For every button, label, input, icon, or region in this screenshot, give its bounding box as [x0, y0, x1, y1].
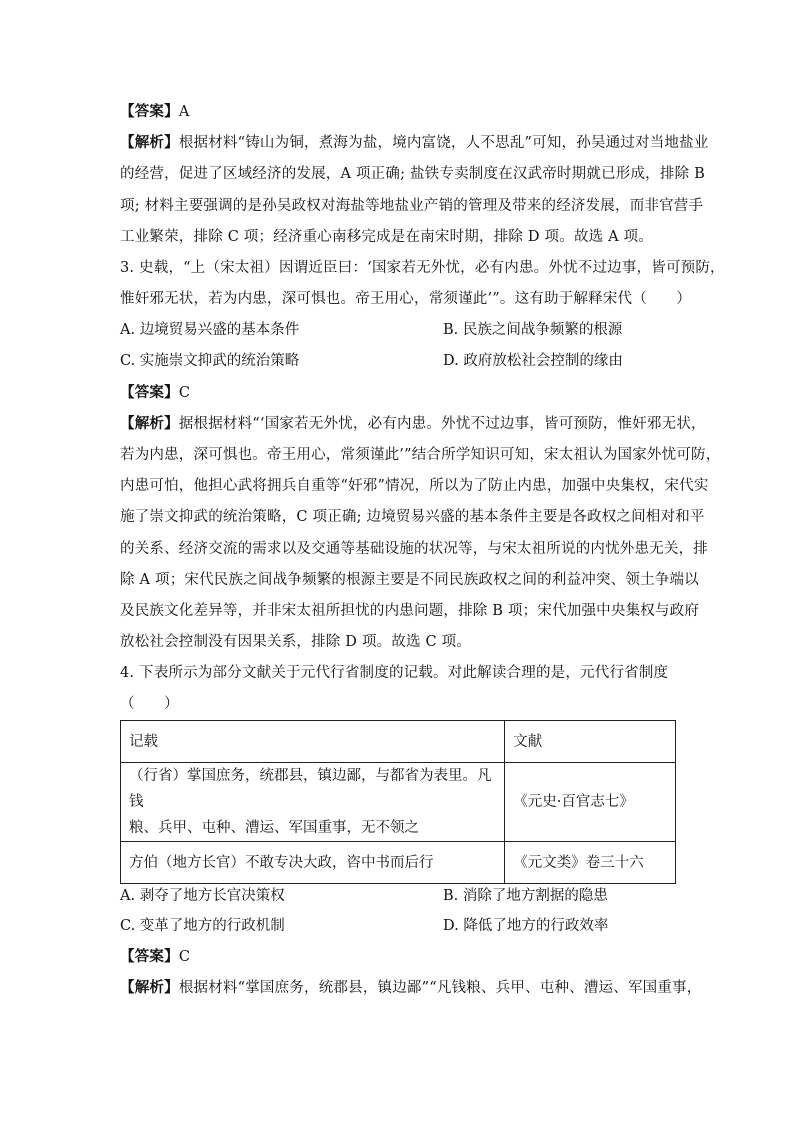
q4-answer	[120, 947, 190, 967]
source-cell: 《元文类》卷三十六	[505, 842, 676, 884]
analysis-tag: 【解析】	[120, 415, 179, 432]
table-header-row	[121, 721, 676, 763]
answer-tag: 【答案】	[120, 103, 179, 120]
q3-option-c: C. 实施崇文抑武的统治策略	[120, 353, 300, 369]
q4-option-b: B. 消除了地方割据的隐患	[443, 888, 608, 904]
q3-analysis-line-8: 放松社会控制没有因果关系，排除 D 项。故选 C 项。	[120, 634, 472, 650]
analysis-tag: 【解析】	[120, 979, 179, 996]
header-record: 记载	[121, 721, 505, 763]
q3-stem-line-2: 惟奸邪无状，若为内患，深可惧也。帝王用心，常须谨此’”。这有助于解释宋代（ ）	[120, 291, 692, 307]
q2-analysis-line-1: 【解析】根据材料“铸山为铜，煮海为盐，境内富饶，人不思乱”可知，孙吴通过对当地盐业	[120, 134, 709, 151]
answer-value: C	[178, 949, 191, 965]
q4-stem-line-1: 4. 下表所示为部分文献关于元代行省制度的记载。对此解读合理的是，元代行省制度	[120, 665, 669, 681]
answer-tag: 【答案】	[120, 948, 179, 965]
q3-analysis-line-5: 的关系、经济交流的需求以及交通等基础设施的状况等，与宋太祖所说的内忧外患无关，排	[120, 541, 708, 557]
q3-analysis-line-1: 【解析】据根据材料“‘国家若无外忧，必有内患。外忧不过边事，皆可预防，惟奸邪无状，	[120, 415, 706, 432]
q3-analysis-line-2: 若为内患，深可惧也。帝王用心，常须谨此’”结合所学知识可知，宋太祖认为国家外忧可防，	[120, 447, 721, 463]
q4-analysis-line-1: 【解析】根据材料“掌国庶务，统郡县，镇边鄙”“凡钱粮、兵甲、屯种、漕运、军国重事，	[120, 979, 702, 996]
record-cell: （行省）掌国庶务，统郡县，镇边鄙，与都省为表里。凡钱 粮、兵甲、屯种、漕运、军国重事，无不领之	[121, 763, 505, 842]
table-row	[121, 763, 676, 842]
q2-analysis-line-3: 项; 材料主要强调的是孙吴政权对海盐等地盐业产销的管理及带来的经济发展，而非官营手	[120, 198, 704, 214]
q3-analysis-line-7: 及民族文化差异等，并非宋太祖所担忧的内患问题，排除 B 项；宋代加强中央集权与政府	[120, 603, 700, 619]
q4-option-d: D. 降低了地方的行政效率	[443, 918, 609, 934]
q3-analysis-line-3: 内患可怕，他担心武将拥兵自重等“奸邪”情况，所以为了防止内患，加强中央集权，宋代实	[120, 478, 709, 494]
q3-option-b: B. 民族之间战争频繁的根源	[443, 322, 623, 338]
q4-option-c: C. 变革了地方的行政机制	[120, 918, 285, 934]
q2-analysis-line-4: 工业繁荣，排除 C 项；经济重心南移完成是在南宋时期，排除 D 项。故选 A 项。	[120, 229, 654, 245]
source-cell: 《元史·百官志七》	[505, 763, 676, 842]
q4-source-table	[120, 720, 676, 884]
answer-value: A	[178, 104, 190, 120]
record-cell: 方伯（地方长官）不敢专决大政，咨中书而后行	[121, 842, 505, 884]
q3-stem-line-1: 3. 史载，“上（宋太祖）因谓近臣曰：‘国家若无外忧，必有内患。外忧不过边事，皆可预防，	[120, 260, 725, 276]
q2-analysis-line-2: 的经营，促进了区域经济的发展，A 项正确; 盐铁专卖制度在汉武帝时期就已形成，排除 B	[120, 166, 705, 182]
q3-analysis-line-4: 施了崇文抑武的统治策略，C 项正确; 边境贸易兴盛的基本条件主要是各政权之间相对和平	[120, 509, 705, 525]
q4-option-a: A. 剥夺了地方长官决策权	[120, 888, 285, 904]
answer-tag: 【答案】	[120, 384, 179, 401]
q3-option-d: D. 政府放松社会控制的缘由	[443, 353, 623, 369]
table-row	[121, 842, 676, 884]
analysis-tag: 【解析】	[120, 134, 179, 151]
header-source: 文献	[505, 721, 676, 763]
q2-answer	[120, 102, 189, 122]
q3-answer	[120, 383, 190, 403]
q3-analysis-line-6: 除 A 项；宋代民族之间战争频繁的根源主要是不同民族政权之间的利益冲突、领土争端以	[120, 572, 699, 588]
q3-option-a: A. 边境贸易兴盛的基本条件	[120, 322, 300, 338]
q4-stem-line-2: （ ）	[120, 696, 179, 712]
answer-value: C	[178, 385, 191, 401]
